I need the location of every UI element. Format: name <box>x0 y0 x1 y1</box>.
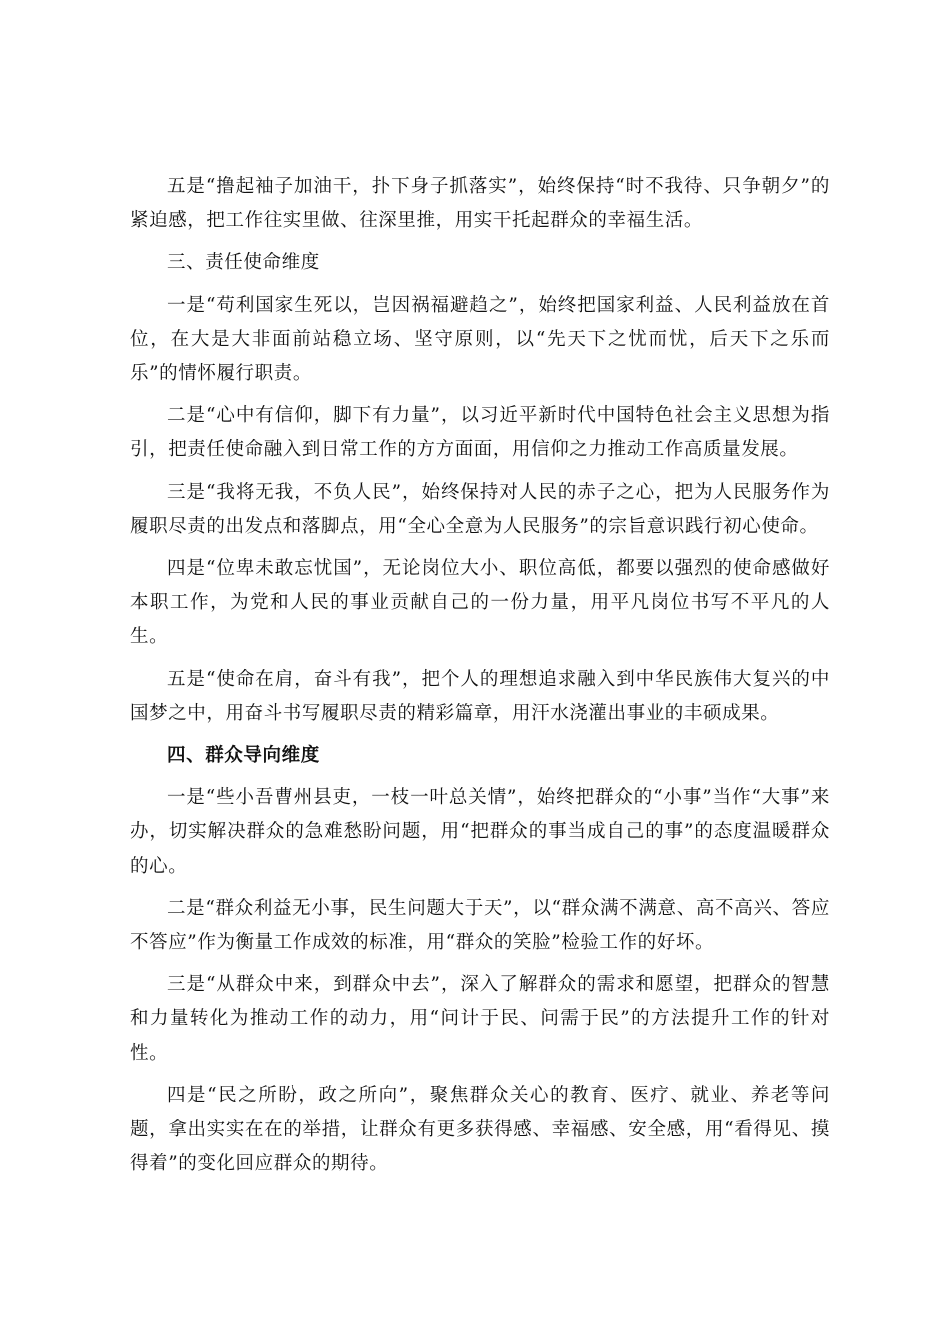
paragraph-masses-two: 二是“群众利益无小事，民生问题大于天”，以“群众满不满意、高不高兴、答应不答应”作为衡量工作成效的标准，用“群众的笑脸”检验工作的好坏。 <box>130 897 830 954</box>
paragraph-masses-four: 四是“民之所盼，政之所向”，聚焦群众关心的教育、医疗、就业、养老等问题，拿出实实在在的举措，让群众有更多获得感、幸福感、安全感，用“看得见、摸得着”的变化回应群众的期待。 <box>130 1084 830 1175</box>
paragraph-responsibility-five: 五是“使命在肩，奋斗有我”，把个人的理想追求融入到中华民族伟大复兴的中国梦之中，用奋斗书写履职尽责的精彩篇章，用汗水浇灌出事业的丰硕成果。 <box>130 668 830 724</box>
document-body <box>130 170 830 1189</box>
paragraph-responsibility-four: 四是“位卑未敢忘忧国”，无论岗位大小、职位高低，都要以强烈的使命感做好本职工作，为党和人民的事业贡献自己的一份力量，用平凡岗位书写不平凡的人生。 <box>130 558 830 648</box>
section-heading-masses: 四、群众导向维度 <box>167 745 320 767</box>
paragraph-masses-one: 一是“些小吾曹州县吏，一枝一叶总关情”，始终把群众的“小事”当作“大事”来办，切实解决群众的急难愁盼问题，用“把群众的事当成自己的事”的态度温暖群众的心。 <box>130 787 830 877</box>
paragraph-responsibility-three: 三是“我将无我，不负人民”，始终保持对人民的赤子之心，把为人民服务作为履职尽责的出发点和落脚点，用“全心全意为人民服务”的宗旨意识践行初心使命。 <box>130 481 830 537</box>
paragraph-responsibility-two: 二是“心中有信仰，脚下有力量”，以习近平新时代中国特色社会主义思想为指引，把责任使命融入到日常工作的方方面面，用信仰之力推动工作高质量发展。 <box>130 405 830 461</box>
section-heading-responsibility: 三、责任使命维度 <box>167 252 320 274</box>
paragraph-point-five-action: 五是“撸起袖子加油干，扑下身子抓落实”，始终保持“时不我待、只争朝夕”的紧迫感，把工作往实里做、往深里推，用实干托起群众的幸福生活。 <box>130 176 830 232</box>
paragraph-responsibility-one: 一是“苟利国家生死以，岂因祸福避趋之”，始终把国家利益、人民利益放在首位，在大是大非面前站稳立场、坚守原则，以“先天下之忧而忧，后天下之乐而乐”的情怀履行职责。 <box>130 294 830 385</box>
paragraph-masses-three: 三是“从群众中来，到群众中去”，深入了解群众的需求和愿望，把群众的智慧和力量转化为推动工作的动力，用“问计于民、问需于民”的方法提升工作的针对性。 <box>130 974 830 1064</box>
